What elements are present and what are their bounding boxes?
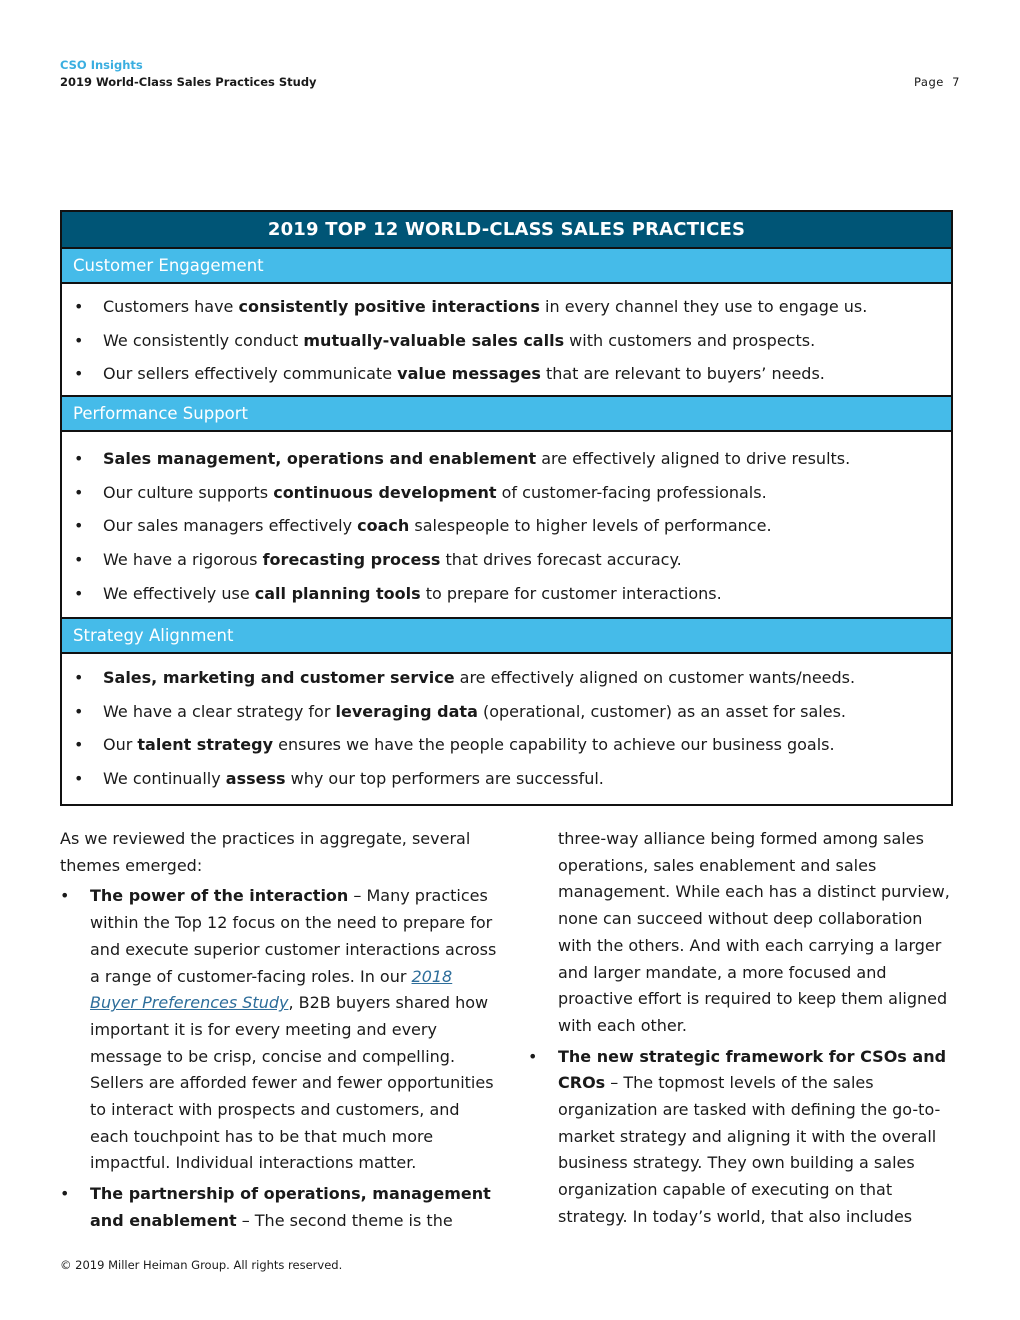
section-header-performance-support: Performance Support [62, 397, 951, 432]
theme-item-strategic-framework: • The new strategic framework for CSOs and CROs – The topmost levels of the sales organization are tasked with defining the go-to-market strategy and aligning it with the overall business strategy. They own building a sales organization capable of executing on that strategy. In today’s world, that also includes [528, 1044, 958, 1231]
section-body-performance-support [62, 432, 951, 619]
theme-partnership-continuation: three-way alliance being formed among sales operations, sales enablement and sales management. While each has a distinct purview, none can succeed without deep collaboration with the others. And with each carrying a larger and larger mandate, a more focused and proactive effort is required to keep them aligned with each other. [558, 829, 950, 1035]
practices-table [60, 210, 953, 806]
practice-item: • Our culture supports continuous development of customer-facing professionals. [62, 482, 951, 504]
section-body-strategy-alignment [62, 654, 951, 804]
practice-item: • We effectively use call planning tools to prepare for customer interactions. [62, 583, 951, 605]
section-header-customer-engagement: Customer Engagement [62, 249, 951, 284]
buyer-preferences-study-link[interactable]: 2018 Buyer Preferences Study [90, 966, 453, 1013]
practice-item: • Our sellers effectively communicate value messages that are relevant to buyers’ needs. [62, 363, 951, 385]
practice-item: • Customers have consistently positive interactions in every channel they use to engage us. [62, 296, 951, 318]
page-label: Page [914, 75, 944, 89]
section-body-customer-engagement [62, 284, 951, 397]
body-column-left [60, 826, 500, 1235]
body-column-right [528, 826, 958, 1231]
practice-item: • Sales, marketing and customer service are effectively aligned on customer wants/needs. [62, 667, 951, 689]
table-title: 2019 TOP 12 WORLD-CLASS SALES PRACTICES [62, 212, 951, 249]
practice-item: • We continually assess why our top performers are successful. [62, 768, 951, 790]
practice-item: • We consistently conduct mutually-valuable sales calls with customers and prospects. [62, 330, 951, 352]
practice-item: • We have a rigorous forecasting process that drives forecast accuracy. [62, 549, 951, 571]
practice-item: • Our talent strategy ensures we have the people capability to achieve our business goals. [62, 734, 951, 756]
header-brand: CSO Insights [60, 58, 143, 72]
theme-item-partnership: • The partnership of operations, management and enablement – The second theme is the [60, 1181, 500, 1234]
practice-item: • We have a clear strategy for leveraging data (operational, customer) as an asset for sales. [62, 701, 951, 723]
practice-item: • Our sales managers effectively coach salespeople to higher levels of performance. [62, 515, 951, 537]
theme-title: The new strategic framework for CSOs and CROs [558, 1046, 947, 1093]
page-number-value: 7 [952, 75, 960, 89]
theme-item-interaction: • The power of the interaction – Many practices within the Top 12 focus on the need to prepare for and execute superior customer interactions across a range of customer-facing roles. In our 2018 Buyer Preferences Study, B2B buyers shared how important it is for every meeting and every message to be crisp, concise and compelling. Sellers are afforded fewer and fewer opportunities to interact with prospects and customers, and each touchpoint has to be that much more impactful. Individual interactions matter. [60, 883, 500, 1177]
footer-copyright: © 2019 Miller Heiman Group. All rights reserved. [60, 1258, 343, 1272]
theme-title: The power of the interaction [90, 886, 349, 906]
page-number [914, 75, 960, 89]
practice-item: • Sales management, operations and enablement are effectively aligned to drive results. [62, 448, 951, 470]
header-study-title: 2019 World-Class Sales Practices Study [60, 75, 317, 89]
theme-title: The partnership of operations, management and enablement [90, 1184, 491, 1230]
intro-paragraph: As we reviewed the practices in aggregate, several themes emerged: [60, 829, 471, 875]
section-header-strategy-alignment: Strategy Alignment [62, 619, 951, 654]
